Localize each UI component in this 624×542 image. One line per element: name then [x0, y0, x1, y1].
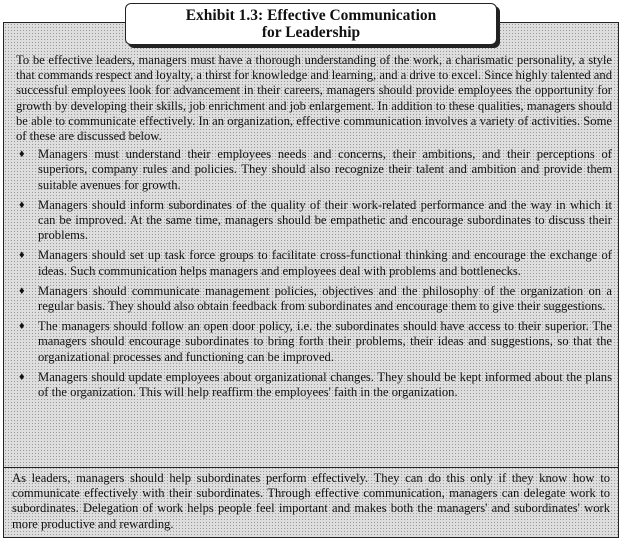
exhibit-title	[125, 3, 497, 45]
diamond-bullet-icon: ♦	[19, 148, 25, 161]
closing-paragraph: As leaders, managers should help subordinates perform effectively. They can do this only if they know how to communicate effectively with their subordinates. Through effective communication, managers can delegate work to subordinates. Delegation of work helps people feel important and makes both the managers' and subordinates' work more productive and rewarding.	[4, 467, 618, 535]
exhibit-content	[16, 53, 612, 405]
diamond-bullet-icon: ♦	[19, 249, 25, 262]
intro-paragraph: To be effective leaders, managers must have a thorough understanding of the work, a charismatic personality, a style that commands respect and loyalty, a thirst for knowledge and learning, and a drive to excel. Since highly talented and successful employees look for advancement in their careers, managers should provide employees the opportunity for growth by developing their skills, job enrichment and job enlargement. In addition to these qualities, managers should be able to communicate effectively. In an organization, effective communication involves a variety of activities. Some of these are discussed below.	[16, 53, 612, 144]
list-item	[16, 370, 612, 400]
diamond-bullet-icon: ♦	[19, 370, 25, 383]
list-item	[16, 284, 612, 314]
list-item	[16, 147, 612, 193]
list-item-text: The managers should follow an open door policy, i.e. the subordinates should have access to their superior. The managers should encourage subordinates to bring forth their problems, their ideas and suggestions, so that the organizational processes and functioning can be improved.	[38, 319, 612, 364]
list-item-text: Managers should update employees about organizational changes. They should be kept informed about the plans of the organization. This will help reaffirm the employees' faith in the organization.	[38, 369, 612, 400]
exhibit-title-line-2: for Leadership	[261, 24, 361, 41]
diamond-bullet-icon: ♦	[19, 284, 25, 297]
bullet-list	[16, 147, 612, 400]
list-item	[16, 319, 612, 365]
exhibit-box	[3, 22, 619, 538]
diamond-bullet-icon: ♦	[19, 198, 25, 211]
list-item-text: Managers should set up task force groups to facilitate cross-functional thinking and encourage the exchange of ideas. Such communication helps managers and employees deal with problems and bottlenecks.	[38, 248, 612, 278]
list-item-text: Managers should inform subordinates of the quality of their work-related performance and the way in which it can be improved. At the same time, managers should be empathetic and encourage subordinates to discuss their problems.	[38, 197, 612, 243]
list-item	[16, 248, 612, 278]
exhibit-title-line-1: Exhibit 1.3: Effective Communication	[185, 7, 437, 24]
list-item	[16, 198, 612, 244]
diamond-bullet-icon: ♦	[19, 320, 25, 333]
list-item-text: Managers should communicate management policies, objectives and the philosophy of the organization on a regular basis. They should also obtain feedback from subordinates and encourage them to give their suggestions.	[38, 283, 612, 314]
list-item-text: Managers must understand their employees needs and concerns, their ambitions, and their perceptions of superiors, company rules and policies. They should also recognize their talent and ambition and provide them suitable avenues for growth.	[38, 147, 612, 192]
